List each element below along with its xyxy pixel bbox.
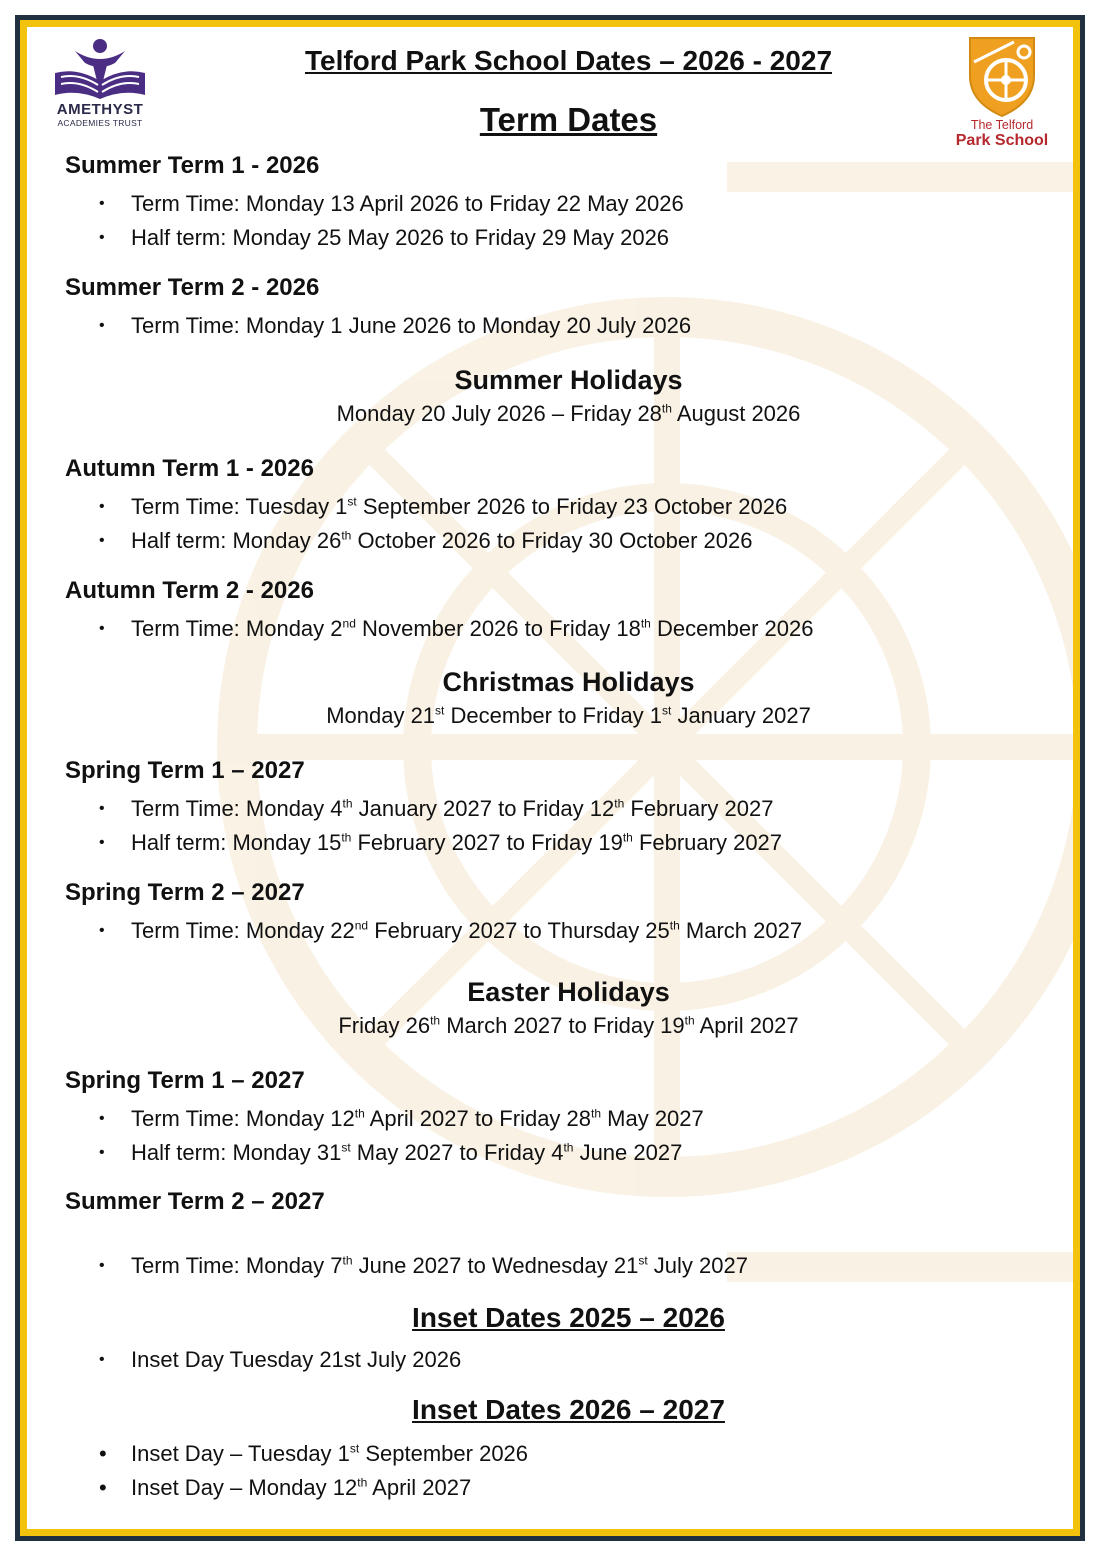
holiday-title: Christmas Holidays	[442, 667, 695, 697]
section-summer1-2026	[65, 151, 684, 255]
logo-right-line1: The Telford	[970, 118, 1034, 132]
summer-holidays	[27, 363, 1080, 431]
holiday-dates: Monday 20 July 2026 – Friday 28th August 2026	[336, 401, 801, 426]
section-title: Autumn Term 2 - 2026	[65, 577, 314, 604]
section-title: Spring Term 2 – 2027	[65, 879, 305, 906]
section-title: Summer Term 2 - 2026	[65, 274, 320, 301]
list-item: • Term Time: Monday 12th April 2027 to Friday 28th May 2027	[65, 1102, 704, 1136]
logo-right-line2: Park School	[955, 132, 1049, 149]
list-item: • Inset Day – Tuesday 1st September 2026	[65, 1437, 528, 1471]
page-title: Telford Park School Dates – 2026 - 2027	[304, 45, 833, 76]
list-item: • Term Time: Monday 7th June 2027 to Wednesday 21st July 2027	[65, 1249, 748, 1283]
logo-left-sub: ACADEMIES TRUST	[57, 118, 143, 128]
list-item: • Term Time: Monday 4th January 2027 to Friday 12th February 2027	[65, 792, 782, 826]
section-title: Spring Term 1 – 2027	[65, 1067, 305, 1094]
section-title: Autumn Term 1 - 2026	[65, 455, 314, 482]
logo-left-name: AMETHYST	[56, 101, 144, 118]
holiday-dates: Monday 21st December to Friday 1st January 2027	[326, 703, 811, 728]
section-autumn1-2026	[65, 454, 787, 558]
section-spring2-2027	[65, 878, 802, 948]
list-item: • Half term: Monday 31st May 2027 to Friday 4th June 2027	[65, 1136, 704, 1170]
list-item: • Term Time: Monday 2nd November 2026 to Friday 18th December 2026	[65, 612, 813, 646]
section-spring1-2027	[65, 756, 782, 860]
holiday-dates: Friday 26th March 2027 to Friday 19th April 2027	[338, 1013, 799, 1038]
list-item: • Half term: Monday 25 May 2026 to Friday 29 May 2026	[65, 221, 684, 255]
easter-holidays	[27, 975, 1080, 1043]
section-title: Summer Term 1 - 2026	[65, 152, 320, 179]
list-item: • Term Time: Monday 1 June 2026 to Monday 20 July 2026	[65, 309, 691, 343]
list-item: • Term Time: Monday 13 April 2026 to Friday 22 May 2026	[65, 187, 684, 221]
section-autumn2-2026	[65, 576, 813, 646]
section-spring1b-2027	[65, 1066, 704, 1170]
list-item: • Inset Day – Monday 12th April 2027	[65, 1471, 528, 1505]
holiday-title: Summer Holidays	[454, 365, 683, 395]
section-summer2-2026	[65, 273, 691, 343]
inset-2026-2027-title: Inset Dates 2026 – 2027	[412, 1394, 725, 1425]
list-item: • Inset Day Tuesday 21st July 2026	[65, 1343, 461, 1377]
list-item: • Half term: Monday 26th October 2026 to Friday 30 October 2026	[65, 524, 787, 558]
inset-2026-2027-list	[65, 1431, 528, 1505]
section-summer2-2027	[65, 1187, 748, 1283]
list-item: • Term Time: Monday 22nd February 2027 to Thursday 25th March 2027	[65, 914, 802, 948]
holiday-title: Easter Holidays	[467, 977, 670, 1007]
inset-2025-2026-title: Inset Dates 2025 – 2026	[412, 1302, 725, 1333]
inset-2025-2026-list	[65, 1337, 461, 1377]
term-dates-heading: Term Dates	[479, 101, 658, 138]
christmas-holidays	[27, 665, 1080, 733]
page-frame	[20, 20, 1080, 1536]
list-item: • Term Time: Tuesday 1st September 2026 to Friday 23 October 2026	[65, 490, 787, 524]
section-title: Summer Term 2 – 2027	[65, 1188, 325, 1215]
list-item: • Half term: Monday 15th February 2027 to Friday 19th February 2027	[65, 826, 782, 860]
section-title: Spring Term 1 – 2027	[65, 757, 305, 784]
